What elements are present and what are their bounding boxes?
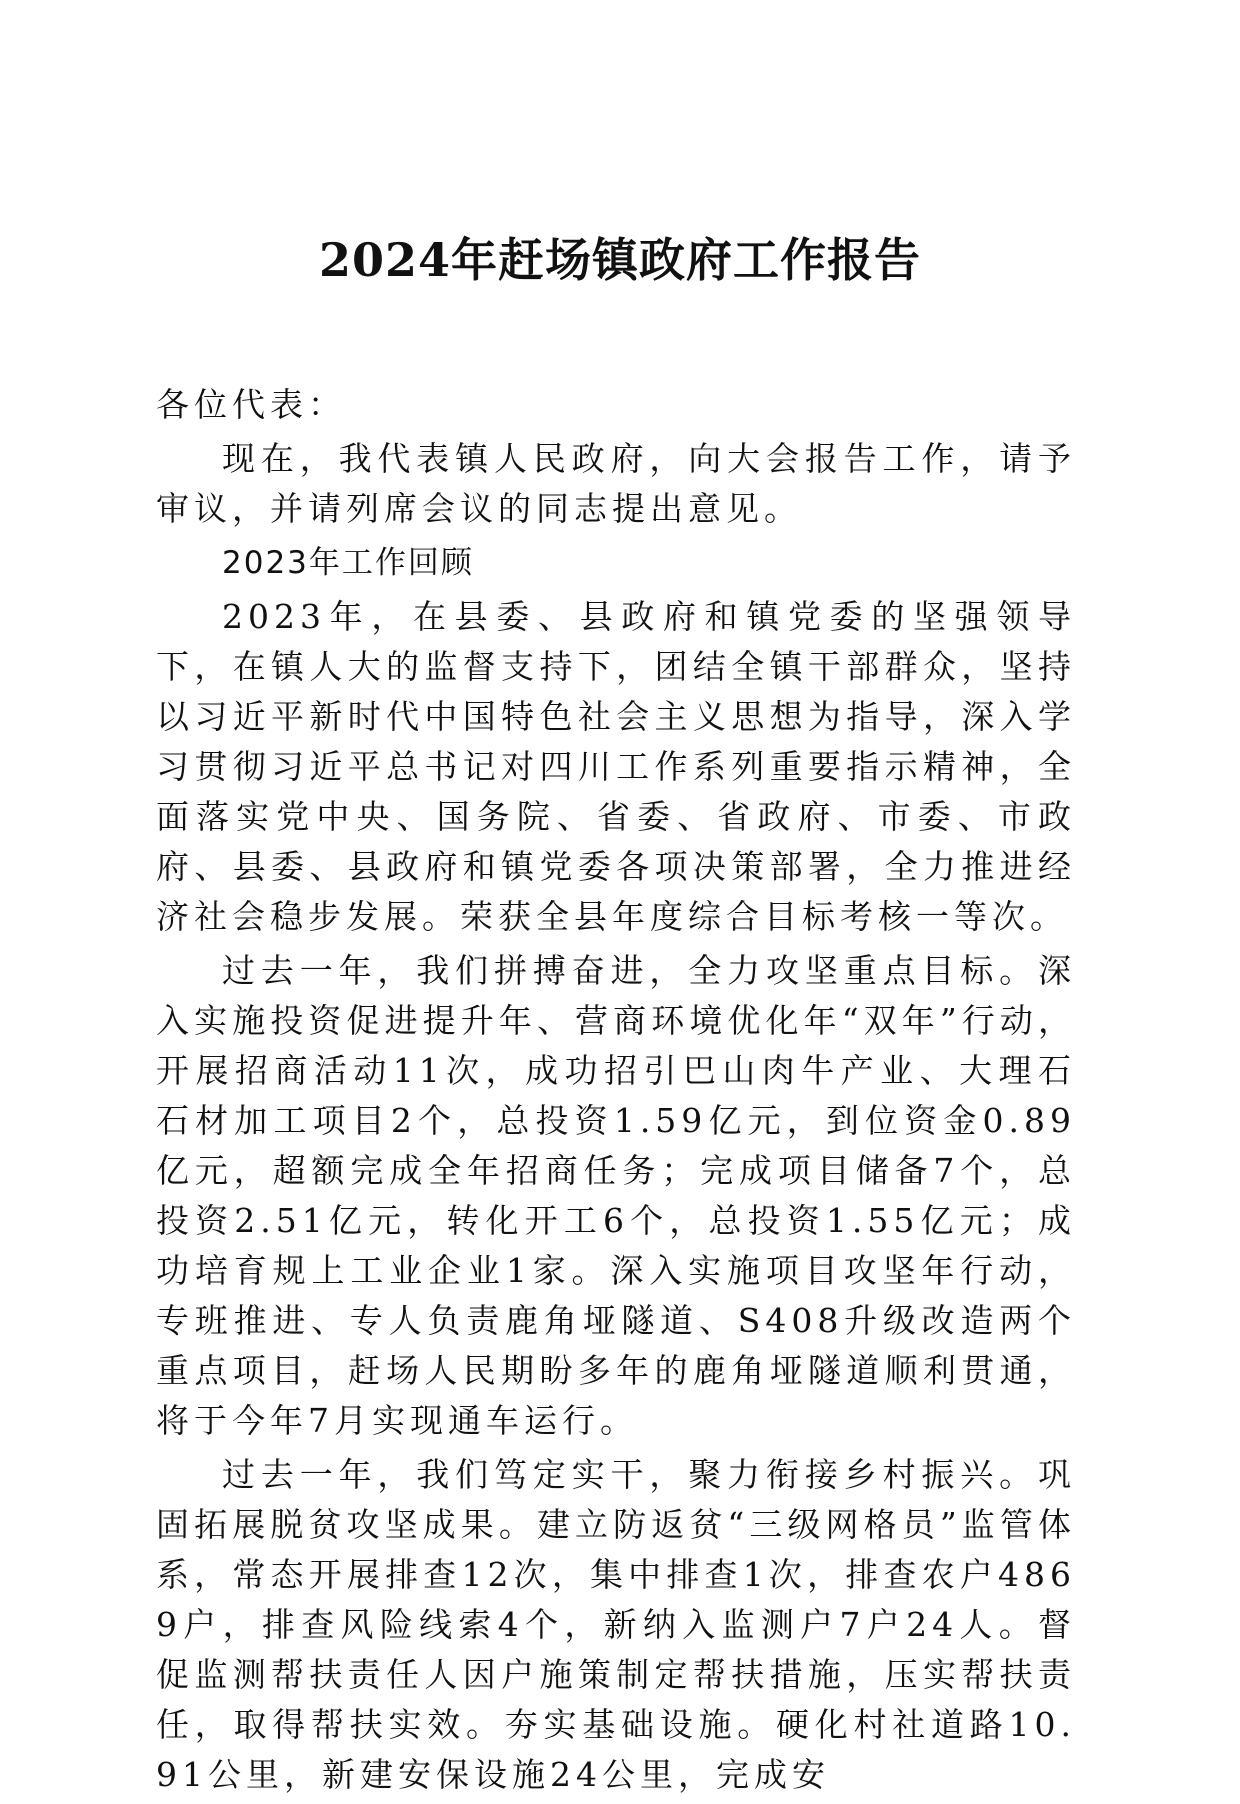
- salutation: 各位代表：: [156, 385, 346, 424]
- section-heading: 2023年工作回顾: [222, 545, 474, 581]
- intro-paragraph: 现在，我代表镇人民政府，向大会报告工作，请予审议，并请列席会议的同志提出意见。: [156, 439, 1076, 528]
- body-paragraph: 2023年，在县委、县政府和镇党委的坚强领导下，在镇人大的监督支持下，团结全镇干部群众，坚持以习近平新时代中国特色社会主义思想为指导，深入学习贯彻习近平总书记对四川工作系列重要指示精神，全面落实党中央、国务院、省委、省政府、市委、市政府、县委、县政府和镇党委各项决策部署，全力推进经济社会稳步发展。荣获全县年度综合目标考核一等次。: [156, 597, 1076, 936]
- body-paragraph: 过去一年，我们拼搏奋进，全力攻坚重点目标。深入实施投资促进提升年、营商环境优化年“双年”行动，开展招商活动11次，成功招引巴山肉牛产业、大理石石材加工项目2个，总投资1.59亿元，到位资金0.89亿元，超额完成全年招商任务；完成项目储备7个，总投资2.51亿元，转化开工6个，总投资1.55亿元；成功培育规上工业企业1家。深入实施项目攻坚年行动，专班推进、专人负责鹿角垭隧道、S408升级改造两个重点项目，赶场人民期盼多年的鹿角垭隧道顺利贯通，将于今年7月实现通车运行。: [156, 951, 1076, 1440]
- document-body: [156, 380, 1076, 1804]
- body-paragraph: 过去一年，我们笃定实干，聚力衔接乡村振兴。巩固拓展脱贫攻坚成果。建立防返贫“三级网格员”监管体系，常态开展排查12次，集中排查1次，排查农户4869户，排查风险线索4个，新纳入监测户7户24人。督促监测帮扶责任人因户施策制定帮扶措施，压实帮扶责任，取得帮扶实效。夯实基础设施。硬化村社道路10.91公里，新建安保设施24公里，完成安: [156, 1455, 1076, 1794]
- document-title: 2024年赶场镇政府工作报告: [318, 233, 922, 287]
